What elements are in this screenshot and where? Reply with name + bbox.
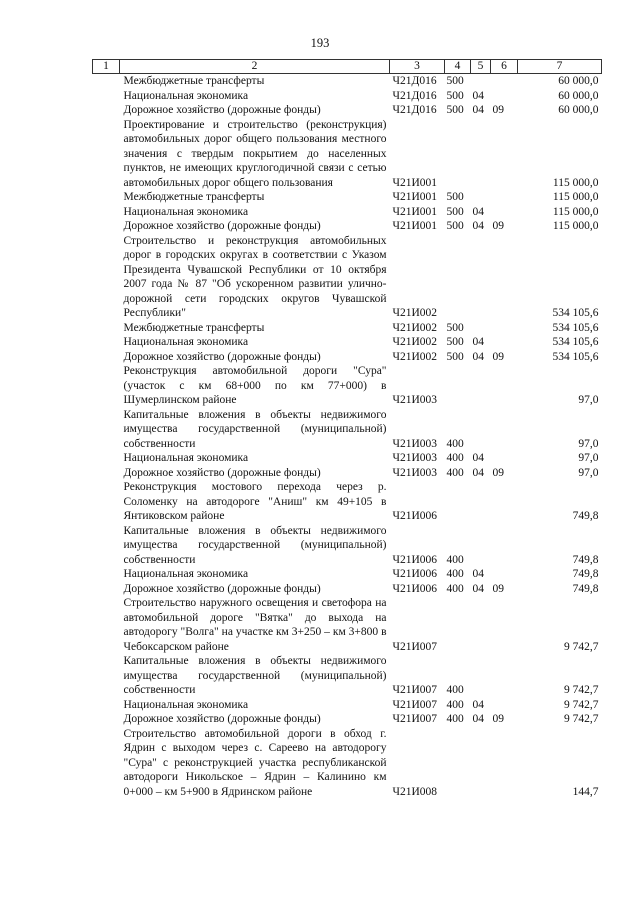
table-row: [93, 335, 602, 350]
column-header: 3: [390, 60, 445, 74]
table-row: [93, 698, 602, 713]
row-col5-cell: 04: [472, 452, 484, 464]
row-col5-cell: 04: [472, 713, 484, 725]
row-code-cell: Ч21Д016: [392, 104, 437, 116]
row-col5-cell: 04: [472, 350, 484, 363]
row-col4-cell: [445, 727, 471, 800]
row-code-cell: Ч21И001: [392, 205, 438, 218]
row-col4-cell: [445, 596, 471, 654]
row-col5-cell: 04: [472, 89, 484, 102]
row-code-cell: Ч21И007: [392, 698, 438, 711]
row-col4-cell: [445, 118, 471, 191]
row-amount-cell: 749,8: [572, 553, 599, 566]
row-col5-cell: [471, 74, 491, 89]
row-col5-cell: [471, 596, 491, 654]
row-col6-cell: [491, 89, 518, 104]
row-number-cell: [93, 364, 120, 408]
row-number-cell: [93, 335, 120, 350]
row-col4-cell: [445, 480, 471, 524]
row-number-cell: [93, 190, 120, 205]
row-col5-cell: 04: [472, 104, 484, 116]
row-code-cell: Ч21И002: [392, 307, 438, 319]
row-name-cell: Реконструкция автомобильной дороги "Сура" (участок с км 68+000 по км 77+000) в Шумерлинском районе: [123, 365, 387, 406]
row-amount-cell: 534 105,6: [552, 307, 599, 319]
row-col4-cell: 400: [446, 466, 464, 479]
column-header: 4: [445, 60, 471, 74]
row-number-cell: [93, 234, 120, 321]
row-col5-cell: 04: [472, 336, 484, 348]
row-code-cell: Ч21И001: [392, 191, 438, 203]
table-row: [93, 205, 602, 220]
row-name-cell: Строительство автомобильной дороги в обход г. Ядрин с выходом через с. Сареево на автодорогу "Сура" с реконструкцией участка республиканской автодороги Никольское – Ядрин – Калинино км 0+000 – км 5+900 в Ядринском районе: [123, 727, 387, 798]
row-col5-cell: [471, 654, 491, 698]
row-code-cell: Ч21И006: [392, 568, 438, 580]
row-col6-cell: [491, 364, 518, 408]
row-col6-cell: [491, 698, 518, 713]
row-col5-cell: [471, 480, 491, 524]
row-name-cell: Дорожное хозяйство (дорожные фонды): [123, 104, 321, 116]
row-name-cell: Капитальные вложения в объекты недвижимого имущества государственной (муниципальной) собственности: [123, 524, 387, 566]
row-name-cell: Межбюджетные трансферты: [123, 321, 265, 334]
row-code-cell: Ч21И003: [392, 394, 438, 406]
row-name-cell: Дорожное хозяйство (дорожные фонды): [123, 350, 321, 363]
table-row: [93, 582, 602, 597]
row-code-cell: Ч21И006: [392, 510, 438, 522]
row-name-cell: Национальная экономика: [123, 452, 249, 464]
row-col6-cell: 09: [492, 466, 504, 479]
row-code-cell: Ч21Д016: [392, 75, 437, 87]
row-code-cell: Ч21И008: [392, 785, 438, 798]
column-header: 6: [491, 60, 518, 74]
table-row: [93, 712, 602, 727]
row-code-cell: Ч21И007: [392, 640, 438, 653]
row-col4-cell: 400: [446, 713, 464, 725]
row-col6-cell: [491, 408, 518, 452]
row-col4-cell: 400: [446, 452, 464, 464]
row-name-cell: Строительство наружного освещения и светофора на автомобильной дороге "Вятка" до выхода на автодорогу "Волга" на участке км 3+250 – км 3+800 в Чебоксарском районе: [123, 597, 387, 653]
table-row: [93, 480, 602, 524]
row-code-cell: Ч21И003: [392, 437, 438, 450]
row-col6-cell: 09: [492, 350, 504, 363]
table-row: [93, 89, 602, 104]
row-col6-cell: 09: [492, 582, 504, 595]
table-row: [93, 466, 602, 481]
row-code-cell: Ч21И001: [392, 220, 438, 232]
row-number-cell: [93, 408, 120, 452]
row-col6-cell: [491, 335, 518, 350]
table-row: [93, 321, 602, 336]
row-amount-cell: 144,7: [572, 785, 599, 798]
row-name-cell: Дорожное хозяйство (дорожные фонды): [123, 466, 321, 479]
table-row: [93, 190, 602, 205]
row-col5-cell: 04: [472, 205, 484, 218]
row-amount-cell: 115 000,0: [552, 205, 599, 218]
page-number: 193: [310, 36, 330, 50]
row-code-cell: Ч21И002: [392, 350, 438, 363]
row-amount-cell: 60 000,0: [558, 75, 599, 87]
row-col5-cell: [471, 190, 491, 205]
table-row: [93, 524, 602, 568]
row-code-cell: Ч21И006: [392, 553, 438, 566]
row-number-cell: [93, 74, 120, 89]
table-header-row: [93, 60, 602, 74]
row-col5-cell: [471, 118, 491, 191]
row-amount-cell: 534 105,6: [552, 336, 599, 348]
row-number-cell: [93, 466, 120, 481]
table-row: [93, 727, 602, 800]
row-number-cell: [93, 567, 120, 582]
row-number-cell: [93, 596, 120, 654]
row-code-cell: Ч21И001: [392, 176, 438, 189]
row-col4-cell: 500: [446, 350, 464, 363]
row-col5-cell: 04: [472, 698, 484, 711]
row-number-cell: [93, 480, 120, 524]
row-number-cell: [93, 350, 120, 365]
row-name-cell: Дорожное хозяйство (дорожные фонды): [123, 220, 321, 232]
row-amount-cell: 97,0: [578, 466, 599, 479]
row-col4-cell: 500: [446, 75, 464, 87]
row-col4-cell: 500: [446, 336, 464, 348]
row-number-cell: [93, 582, 120, 597]
row-code-cell: Ч21И002: [392, 336, 438, 348]
row-col4-cell: 500: [446, 104, 464, 116]
row-amount-cell: 534 105,6: [552, 321, 599, 334]
row-number-cell: [93, 219, 120, 234]
row-col5-cell: 04: [472, 220, 484, 232]
row-col6-cell: [491, 654, 518, 698]
table-row: [93, 234, 602, 321]
row-col4-cell: [445, 364, 471, 408]
row-amount-cell: 115 000,0: [552, 191, 599, 203]
row-col6-cell: [491, 118, 518, 191]
row-col4-cell: 500: [446, 205, 464, 218]
row-amount-cell: 749,8: [572, 582, 599, 595]
row-name-cell: Национальная экономика: [123, 336, 249, 348]
row-col4-cell: [445, 234, 471, 321]
column-header: 7: [518, 60, 602, 74]
row-col4-cell: 400: [446, 684, 464, 696]
row-name-cell: Национальная экономика: [123, 568, 249, 580]
row-col6-cell: 09: [492, 713, 504, 725]
row-number-cell: [93, 451, 120, 466]
row-col4-cell: 400: [446, 568, 464, 580]
row-col4-cell: 400: [446, 698, 464, 711]
row-name-cell: Межбюджетные трансферты: [123, 75, 265, 87]
row-name-cell: Национальная экономика: [123, 205, 249, 218]
row-col6-cell: 09: [492, 220, 504, 232]
budget-table: [92, 59, 602, 799]
row-name-cell: Капитальные вложения в объекты недвижимого имущества государственной (муниципальной) собственности: [123, 408, 387, 450]
row-col5-cell: [471, 524, 491, 568]
row-name-cell: Межбюджетные трансферты: [123, 191, 265, 203]
table-row: [93, 350, 602, 365]
row-col5-cell: [471, 727, 491, 800]
row-col6-cell: [491, 205, 518, 220]
row-col5-cell: 04: [472, 568, 484, 580]
column-header: 5: [471, 60, 491, 74]
row-col5-cell: [471, 364, 491, 408]
row-col4-cell: 500: [446, 220, 464, 232]
row-col5-cell: [471, 321, 491, 336]
table-row: [93, 103, 602, 118]
row-number-cell: [93, 712, 120, 727]
row-col6-cell: 09: [492, 104, 504, 116]
table-row: [93, 654, 602, 698]
table-row: [93, 408, 602, 452]
row-code-cell: Ч21И002: [392, 321, 438, 334]
row-col6-cell: [491, 321, 518, 336]
row-col6-cell: [491, 567, 518, 582]
row-code-cell: Ч21И006: [392, 582, 438, 595]
row-number-cell: [93, 698, 120, 713]
row-code-cell: Ч21И003: [392, 466, 438, 479]
row-number-cell: [93, 524, 120, 568]
row-code-cell: Ч21И007: [392, 684, 438, 696]
row-col5-cell: [471, 234, 491, 321]
row-col4-cell: 500: [446, 321, 464, 334]
row-name-cell: Строительство и реконструкция автомобильных дорог в городских округах в соответствии с Указом Президента Чувашской Республики от 10 октября 2007 года № 87 "Об ускоренном развитии улично-дорожной сети городских округов Чувашской Республики": [123, 234, 387, 319]
table-row: [93, 219, 602, 234]
row-amount-cell: 60 000,0: [558, 104, 599, 116]
row-amount-cell: 9 742,7: [564, 698, 599, 711]
table-row: [93, 364, 602, 408]
row-number-cell: [93, 89, 120, 104]
row-number-cell: [93, 727, 120, 800]
row-col5-cell: 04: [472, 466, 484, 479]
table-row: [93, 451, 602, 466]
row-col6-cell: [491, 74, 518, 89]
row-col5-cell: [471, 408, 491, 452]
row-name-cell: Национальная экономика: [123, 89, 249, 102]
row-amount-cell: 97,0: [578, 437, 599, 450]
row-col4-cell: 400: [446, 582, 464, 595]
row-amount-cell: 9 742,7: [564, 640, 599, 653]
row-col4-cell: 500: [446, 89, 464, 102]
row-name-cell: Проектирование и строительство (реконструкция) автомобильных дорог общего пользования местного значения с твердым покрытием до населенных пунктов, не имеющих круглогодичной связи с сетью автомобильных дорог общего пользования: [123, 118, 387, 189]
row-amount-cell: 115 000,0: [552, 220, 599, 232]
row-amount-cell: 97,0: [578, 394, 599, 406]
row-amount-cell: 749,8: [572, 510, 599, 522]
table-row: [93, 567, 602, 582]
row-col6-cell: [491, 234, 518, 321]
row-number-cell: [93, 321, 120, 336]
row-number-cell: [93, 118, 120, 191]
column-header: 2: [120, 60, 390, 74]
table-row: [93, 118, 602, 191]
row-col6-cell: [491, 524, 518, 568]
row-amount-cell: 9 742,7: [564, 713, 599, 725]
row-col6-cell: [491, 451, 518, 466]
column-header: 1: [93, 60, 120, 74]
table-row: [93, 596, 602, 654]
row-number-cell: [93, 103, 120, 118]
row-name-cell: Дорожное хозяйство (дорожные фонды): [123, 713, 321, 725]
row-name-cell: Национальная экономика: [123, 698, 249, 711]
row-amount-cell: 97,0: [578, 452, 599, 464]
row-name-cell: Дорожное хозяйство (дорожные фонды): [123, 582, 321, 595]
row-amount-cell: 115 000,0: [552, 176, 599, 189]
row-col5-cell: 04: [472, 582, 484, 595]
row-code-cell: Ч21И003: [392, 452, 438, 464]
row-col6-cell: [491, 596, 518, 654]
row-code-cell: Ч21Д016: [392, 89, 437, 102]
row-amount-cell: 60 000,0: [558, 89, 599, 102]
row-col4-cell: 400: [446, 553, 464, 566]
row-amount-cell: 9 742,7: [564, 684, 599, 696]
row-col6-cell: [491, 480, 518, 524]
row-col6-cell: [491, 727, 518, 800]
row-amount-cell: 534 105,6: [552, 350, 599, 363]
table-row: [93, 74, 602, 89]
row-name-cell: Реконструкция мостового перехода через р. Соломенку на автодороге "Аниш" км 49+105 в Янтиковском районе: [123, 481, 387, 522]
row-name-cell: Капитальные вложения в объекты недвижимого имущества государственной (муниципальной) собственности: [123, 655, 387, 696]
row-col4-cell: 500: [446, 191, 464, 203]
row-amount-cell: 749,8: [572, 568, 599, 580]
row-col6-cell: [491, 190, 518, 205]
row-number-cell: [93, 205, 120, 220]
row-col4-cell: 400: [446, 437, 464, 450]
row-code-cell: Ч21И007: [392, 713, 438, 725]
row-number-cell: [93, 654, 120, 698]
